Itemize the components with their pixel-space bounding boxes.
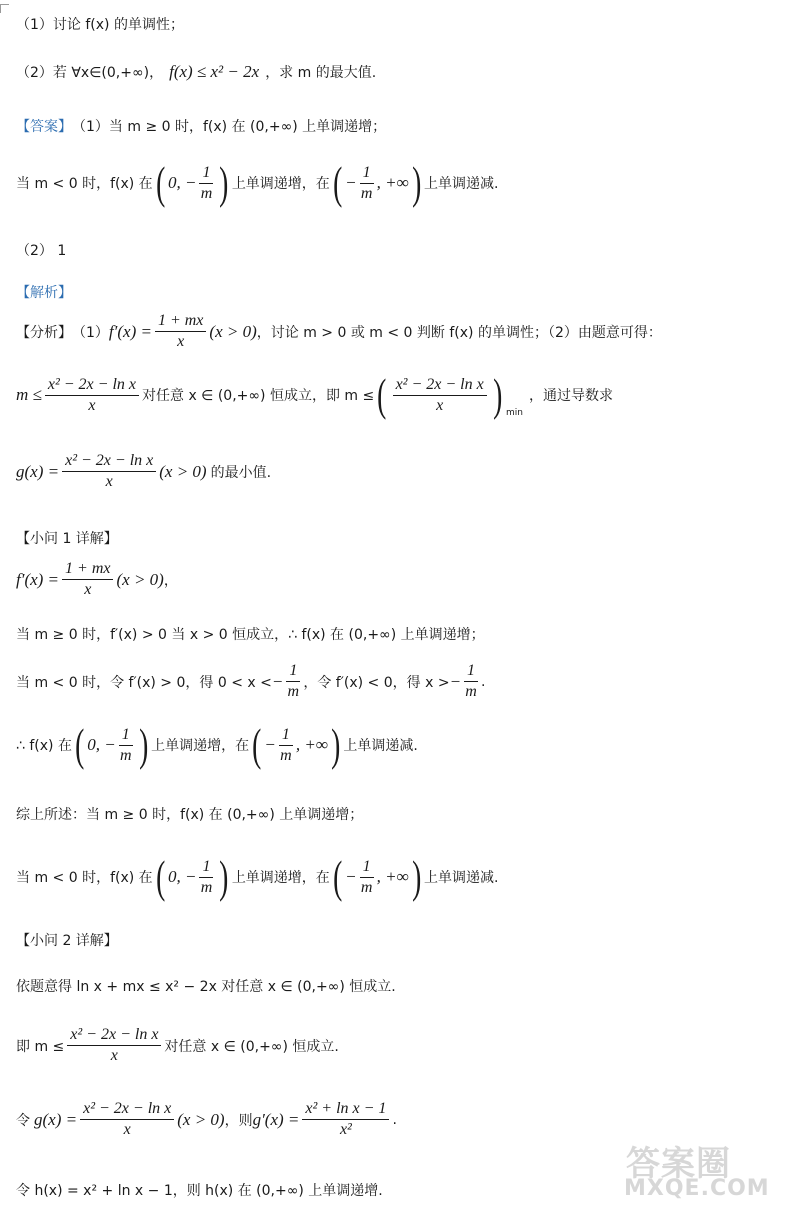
- t-line-3-g-fraction: [80, 1100, 174, 1139]
- answer-tag: 【答案】: [16, 119, 72, 135]
- step-2-pre: 当 m < 0 时，令 f′(x) > 0，得 0 < x <: [16, 674, 272, 691]
- question-1-text: （1）讨论 f(x) 的单调性；: [16, 17, 184, 33]
- interval-2-fraction: [360, 164, 374, 203]
- interval-close-paren: ): [331, 719, 341, 770]
- fraction-numerator: x² − 2x − ln x: [67, 1026, 161, 1046]
- t-line-2: [16, 1026, 339, 1065]
- interval-1-left: 0, −: [87, 735, 116, 754]
- step-5: [16, 851, 499, 902]
- fraction-denominator: x: [177, 333, 185, 350]
- step-2-mid: ，令 f′(x) < 0，得 x >: [303, 674, 450, 691]
- answer-line-3: [16, 240, 66, 260]
- t-line-2-fraction: [67, 1026, 161, 1065]
- question-2-pre: （2）若 ∀x∈(0,+∞)，: [16, 65, 164, 81]
- interval-open-paren: (: [332, 851, 343, 902]
- t-line-3-pre: 令: [16, 1112, 30, 1129]
- fraction-numerator: x² + ln x − 1: [302, 1100, 389, 1120]
- fraction-denominator: x: [88, 396, 96, 414]
- min-subscript: min: [506, 408, 524, 418]
- subquestion-2-tag: 【小问 2 详解】: [16, 933, 118, 949]
- fraction-denominator: m: [465, 683, 477, 700]
- fprime-fraction: [62, 560, 113, 599]
- gprime-lhs: g′(x) =: [252, 1109, 300, 1129]
- answer-line-2: [16, 157, 499, 208]
- fenxi-mid: ，讨论 m > 0 或 m < 0 判断 f(x) 的单调性；（2）由题意可得：: [256, 324, 662, 341]
- min-fraction: [393, 376, 487, 415]
- fraction-denominator: x: [84, 581, 92, 598]
- interval-2-fraction: [360, 858, 374, 897]
- t-line-2-post: 对任意 x ∈ (0,+∞) 恒成立.: [164, 1038, 339, 1055]
- question-1: [16, 14, 184, 34]
- fraction-numerator: 1 + mx: [62, 560, 113, 580]
- condition-mid: 对任意 x ∈ (0,+∞) 恒成立，即 m ≤: [142, 388, 375, 404]
- fraction-numerator: 1: [279, 726, 293, 746]
- interval-open-paren: (: [75, 719, 85, 770]
- fraction-numerator: 1: [199, 858, 213, 878]
- analysis-heading: [16, 282, 72, 302]
- question-2-math: f(x) ≤ x² − 2x: [169, 62, 260, 81]
- interval-2-left: −: [345, 173, 357, 192]
- step-5-pre: 当 m < 0 时，f(x) 在: [16, 870, 153, 886]
- step-5-post: 上单调递减.: [424, 870, 499, 886]
- g-domain: (x > 0): [177, 1109, 225, 1129]
- interval-2-right: , +∞: [376, 867, 409, 886]
- step-2: [16, 662, 486, 701]
- fenxi-pre: （1）: [72, 324, 109, 341]
- step-4: [16, 804, 363, 824]
- fraction-numerator: 1 + mx: [155, 312, 206, 332]
- derivative-line: [16, 560, 178, 599]
- interval-2-right: , +∞: [295, 735, 328, 754]
- m-le: m ≤: [16, 385, 42, 404]
- interval-2-right: , +∞: [376, 173, 409, 192]
- t-line-1-text: 依题意得 ln x + mx ≤ x² − 2x 对任意 x ∈ (0,+∞) 恒成立.: [16, 979, 396, 995]
- answer-2-mid: 上单调递增，在: [231, 176, 330, 192]
- fprime-fraction: [155, 312, 206, 351]
- fraction-denominator: m: [287, 683, 300, 700]
- min-text: 的最小值.: [210, 464, 272, 481]
- step-5-mid: 上单调递增，在: [231, 870, 330, 886]
- fraction-numerator: x² − 2x − ln x: [45, 376, 139, 396]
- subquestion-1-tag: 【小问 1 详解】: [16, 531, 118, 547]
- t-line-1: [16, 976, 396, 996]
- step-3-mid: 上单调递增，在: [151, 738, 250, 754]
- answer-line-1: [16, 116, 386, 136]
- fenxi-tag: 【分析】: [16, 324, 72, 341]
- g-domain: (x > 0): [159, 461, 207, 481]
- fraction-denominator: m: [360, 878, 373, 896]
- fprime-domain: (x > 0): [116, 569, 164, 589]
- t-line-4: [16, 1180, 383, 1200]
- interval-close-paren: ): [411, 851, 421, 902]
- t-line-3-mid: ，则: [224, 1112, 253, 1129]
- fraction-numerator: 1: [360, 164, 374, 184]
- condition-line: [16, 369, 614, 420]
- t-line-3: [16, 1100, 397, 1139]
- step-4-text: 综上所述：当 m ≥ 0 时，f(x) 在 (0,+∞) 上单调递增；: [16, 807, 364, 823]
- interval-2-fraction: [279, 726, 293, 765]
- interval-open-paren: (: [155, 851, 165, 902]
- fraction-denominator: m: [119, 746, 132, 764]
- interval-1-fraction: [199, 164, 213, 203]
- t-line-2-pre: 即 m ≤: [16, 1038, 65, 1055]
- watermark-logo: [618, 1136, 788, 1206]
- g-definition: [16, 452, 271, 491]
- fraction-numerator: 1: [119, 726, 133, 746]
- min-close-paren: ): [492, 369, 502, 420]
- fraction-numerator: 1: [360, 858, 374, 878]
- t-line-3-post: .: [392, 1111, 397, 1128]
- fprime-domain: (x > 0): [209, 321, 257, 341]
- t-line-4-text: 令 h(x) = x² + ln x − 1，则 h(x) 在 (0,+∞) 上单调递增.: [16, 1183, 383, 1199]
- step-2-fraction-b: [464, 662, 478, 701]
- interval-open-paren: (: [155, 157, 165, 208]
- interval-close-paren: ): [411, 157, 421, 208]
- interval-1-fraction: [199, 858, 213, 897]
- interval-close-paren: ): [219, 157, 229, 208]
- question-2-post: ，求 m 的最大值.: [265, 65, 377, 81]
- neg-sign: −: [449, 671, 462, 691]
- fraction-denominator: x: [436, 396, 444, 414]
- step-3-pre: ∴ f(x) 在: [16, 738, 72, 754]
- answer-1-text: （1）当 m ≥ 0 时，f(x) 在 (0,+∞) 上单调递增；: [72, 119, 387, 135]
- g-fraction: [62, 452, 156, 491]
- fraction-numerator: x² − 2x − ln x: [62, 452, 156, 472]
- interval-1-fraction: [119, 726, 133, 765]
- answer-2-post: 上单调递减.: [424, 176, 499, 192]
- neg-sign: −: [271, 671, 284, 691]
- watermark-top-text: 答案圈: [626, 1144, 731, 1184]
- g-lhs: g(x) =: [34, 1109, 78, 1129]
- fraction-denominator: x²: [339, 1121, 352, 1138]
- fraction-numerator: 1: [286, 662, 300, 682]
- condition-post: ，通过导数求: [529, 388, 614, 404]
- step-2-fraction-a: [286, 662, 300, 701]
- interval-open-paren: (: [252, 719, 262, 770]
- fraction-denominator: x: [123, 1121, 131, 1138]
- fenxi-line: [16, 312, 662, 351]
- subquestion-2-heading: [16, 930, 118, 950]
- step-1-text: 当 m ≥ 0 时，f′(x) > 0 当 x > 0 恒成立，∴ f(x) 在 (0,+∞) 上单调递增；: [16, 627, 485, 643]
- answer-2-pre: 当 m < 0 时，f(x) 在: [16, 176, 153, 192]
- fraction-denominator: m: [280, 746, 292, 764]
- page-corner-mark: [0, 4, 9, 13]
- condition-fraction: [45, 376, 139, 415]
- step-3-post: 上单调递减.: [343, 738, 418, 754]
- derivative-post: ，: [163, 572, 178, 589]
- step-3: [16, 719, 418, 770]
- interval-2-left: −: [264, 735, 276, 754]
- fraction-numerator: 1: [199, 164, 213, 184]
- fraction-denominator: m: [360, 184, 373, 202]
- subquestion-1-heading: [16, 528, 118, 548]
- min-open-paren: (: [377, 369, 387, 420]
- fraction-numerator: x² − 2x − ln x: [393, 376, 487, 396]
- g-lhs: g(x) =: [16, 461, 60, 481]
- watermark-bottom-text: MXQE.COM: [624, 1176, 770, 1201]
- analysis-tag: 【解析】: [16, 285, 72, 301]
- fraction-denominator: m: [200, 878, 213, 896]
- interval-close-paren: ): [138, 719, 149, 770]
- interval-2-left: −: [345, 867, 357, 886]
- fraction-denominator: m: [200, 184, 213, 202]
- fprime-lhs: f′(x) =: [16, 569, 60, 589]
- interval-close-paren: ): [219, 851, 229, 902]
- interval-1-left: 0, −: [168, 867, 197, 886]
- question-2: [16, 62, 376, 82]
- fprime-lhs: f′(x) =: [108, 321, 152, 341]
- answer-3-text: （2） 1: [16, 243, 67, 259]
- fraction-numerator: x² − 2x − ln x: [80, 1100, 174, 1120]
- interval-1-left: 0, −: [168, 173, 197, 192]
- fraction-denominator: x: [105, 473, 113, 490]
- fraction-numerator: 1: [464, 662, 478, 682]
- interval-open-paren: (: [332, 157, 343, 208]
- gprime-fraction: [302, 1100, 389, 1139]
- fraction-denominator: x: [110, 1047, 118, 1064]
- step-2-post: .: [481, 673, 486, 690]
- step-1: [16, 624, 485, 644]
